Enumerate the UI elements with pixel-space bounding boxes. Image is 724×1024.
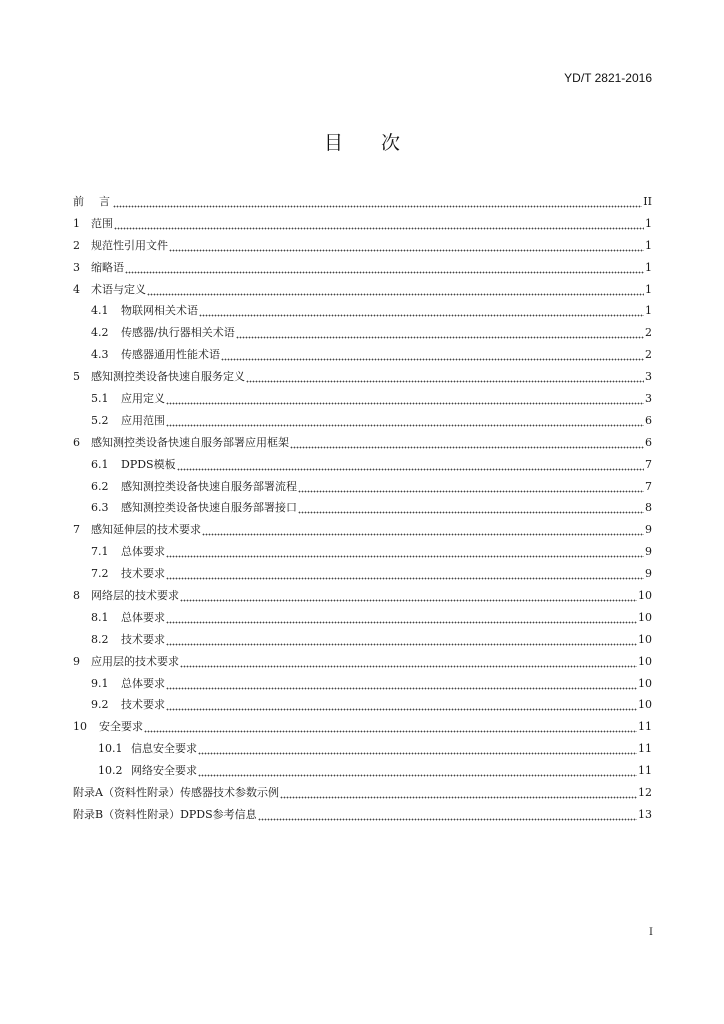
toc-leader-dots [221,358,644,361]
document-code: YD/T 2821-2016 [564,71,652,85]
toc-entry-appendix-a [73,782,652,804]
toc-subentry [73,388,652,410]
toc-entry-number: 6 [73,435,80,449]
toc-entry-title: 技术要求 [121,567,165,581]
toc-entry-title: 网络安全要求 [131,764,197,778]
toc-entry-number: 8.2 [91,632,109,646]
toc-entry-page: 9 [645,545,652,559]
toc-entry-title: 感知测控类设备快速自服务部署流程 [121,479,297,493]
toc-entry-appendix-b [73,804,652,826]
toc-entry-number: 6.1 [91,457,109,471]
toc-entry-title: 技术要求 [121,698,165,712]
toc-leader-dots [290,446,644,449]
toc-entry-page: 10 [638,632,652,646]
toc-entry-title: 信息安全要求 [131,742,197,756]
toc-leader-dots [144,730,637,733]
toc-leader-dots [177,468,644,471]
toc-entry-number: 10 [73,720,87,734]
toc-entry [73,257,652,279]
toc-entry-page: 3 [645,370,652,384]
toc-entry-number: 9.2 [91,698,109,712]
toc-entry-title: 附录A（资料性附录）传感器技术参数示例 [73,786,279,800]
toc-subentry [73,454,652,476]
toc-leader-dots [166,402,644,405]
toc-entry-title: 总体要求 [121,676,165,690]
toc-leader-dots [198,774,637,777]
toc-entry-number: 9 [73,654,80,668]
table-of-contents [73,191,652,826]
toc-entry [73,366,652,388]
toc-entry [73,585,652,607]
toc-entry-number: 4.1 [91,304,109,318]
toc-subentry [73,476,652,498]
toc-entry-title: 总体要求 [121,610,165,624]
toc-entry-number: 6.2 [91,479,109,493]
toc-subentry [73,410,652,432]
toc-leader-dots [169,249,644,252]
toc-entry-foreword [73,191,652,213]
toc-subentry [73,344,652,366]
toc-entry-title: 应用范围 [121,413,165,427]
toc-entry-page: 13 [638,807,652,821]
toc-leader-dots [125,271,644,274]
toc-entry-page: 7 [645,457,652,471]
toc-leader-dots [298,511,644,514]
toc-leader-dots [246,380,644,383]
toc-leader-dots [166,577,644,580]
toc-entry-title: 安全要求 [99,720,143,734]
toc-entry-page: 9 [645,523,652,537]
toc-entry-title: 范围 [91,216,113,230]
toc-entry-page: 7 [645,479,652,493]
toc-entry-title: 感知测控类设备快速自服务定义 [91,370,245,384]
toc-entry [73,432,652,454]
toc-leader-dots [166,687,637,690]
toc-entry-number: 4 [73,282,80,296]
toc-entry-page: 6 [645,435,652,449]
toc-entry-number: 7 [73,523,80,537]
toc-entry-number: 5.1 [91,392,109,406]
toc-subentry [73,694,652,716]
toc-entry-number: 4.3 [91,348,109,362]
toc-entry-page: 10 [638,698,652,712]
toc-entry-number: 8 [73,589,80,603]
toc-leader-dots [166,621,637,624]
toc-subentry [73,497,652,519]
toc-leader-dots [166,643,637,646]
toc-title: 目 次 [323,132,400,154]
toc-entry-number: 5 [73,370,80,384]
toc-entry-title: 技术要求 [121,632,165,646]
toc-entry-page: 9 [645,567,652,581]
toc-entry-page: 10 [638,654,652,668]
toc-subentry [73,760,652,782]
toc-leader-dots [166,708,637,711]
toc-leader-dots [202,533,644,536]
toc-leader-dots [180,665,637,668]
toc-entry-page: 2 [645,348,652,362]
toc-entry-page: 2 [645,326,652,340]
toc-leader-dots [298,490,644,493]
toc-entry-page: 1 [645,282,652,296]
toc-entry-title: DPDS模板 [121,457,176,471]
toc-entry-title: 传感器/执行器相关术语 [121,326,235,340]
toc-subentry [73,738,652,760]
toc-entry-page: II [643,195,652,208]
toc-entry-page: 11 [638,764,652,778]
toc-entry [73,651,652,673]
toc-entry-title: 传感器通用性能术语 [121,348,220,362]
toc-entry-title: 规范性引用文件 [91,238,168,252]
toc-entry-title: 总体要求 [121,545,165,559]
toc-leader-dots [258,818,637,821]
toc-leader-dots [199,314,644,317]
toc-entry-number: 10.2 [98,764,123,778]
toc-entry-page: 10 [638,610,652,624]
toc-leader-dots [198,752,637,755]
toc-entry-page: 6 [645,413,652,427]
toc-entry-title: 感知延伸层的技术要求 [91,523,201,537]
toc-subentry [73,300,652,322]
toc-entry-title: 应用层的技术要求 [91,654,179,668]
toc-entry-number: 7.1 [91,545,109,559]
toc-entry-number: 8.1 [91,610,109,624]
toc-entry-page: 8 [645,501,652,515]
toc-entry-number: 3 [73,260,80,274]
toc-entry-page: 1 [645,216,652,230]
toc-entry-page: 11 [638,742,652,756]
toc-entry-title: 物联网相关术语 [121,304,198,318]
toc-leader-dots [166,555,644,558]
toc-entry-number: 1 [73,216,80,230]
toc-subentry [73,607,652,629]
toc-entry-page: 3 [645,392,652,406]
toc-entry-number: 2 [73,238,80,252]
toc-entry-number: 10.1 [98,742,123,756]
toc-entry [73,235,652,257]
toc-subentry [73,563,652,585]
toc-leader-dots [147,293,644,296]
toc-entry-page: 1 [645,238,652,252]
toc-entry-page: 10 [638,589,652,603]
toc-entry [73,213,652,235]
toc-leader-dots [280,796,637,799]
toc-entry [73,279,652,301]
toc-leader-dots [236,336,644,339]
toc-subentry [73,673,652,695]
toc-entry-title: 术语与定义 [91,282,146,296]
toc-subentry [73,322,652,344]
toc-leader-dots [180,599,637,602]
toc-leader-dots [114,227,644,230]
toc-entry-title: 感知测控类设备快速自服务部署应用框架 [91,435,289,449]
toc-entry-title: 附录B（资料性附录）DPDS参考信息 [73,807,257,821]
toc-entry-number: 7.2 [91,567,109,581]
page-number: I [649,927,653,938]
toc-entry-page: 12 [638,786,652,800]
toc-entry-number: 4.2 [91,326,109,340]
toc-entry-number: 6.3 [91,501,109,515]
toc-subentry [73,541,652,563]
toc-entry [73,519,652,541]
toc-entry-page: 1 [645,304,652,318]
toc-entry-number: 5.2 [91,413,109,427]
toc-entry-page: 1 [645,260,652,274]
toc-entry-title: 缩略语 [91,260,124,274]
toc-entry-title: 应用定义 [121,392,165,406]
toc-entry-title: 前 言 [73,195,112,208]
toc-entry-number: 9.1 [91,676,109,690]
toc-leader-dots [166,424,644,427]
toc-entry-page: 11 [638,720,652,734]
toc-entry [73,716,652,738]
toc-entry-title: 网络层的技术要求 [91,589,179,603]
toc-leader-dots [113,205,642,208]
toc-subentry [73,629,652,651]
toc-entry-page: 10 [638,676,652,690]
toc-entry-title: 感知测控类设备快速自服务部署接口 [121,501,297,515]
